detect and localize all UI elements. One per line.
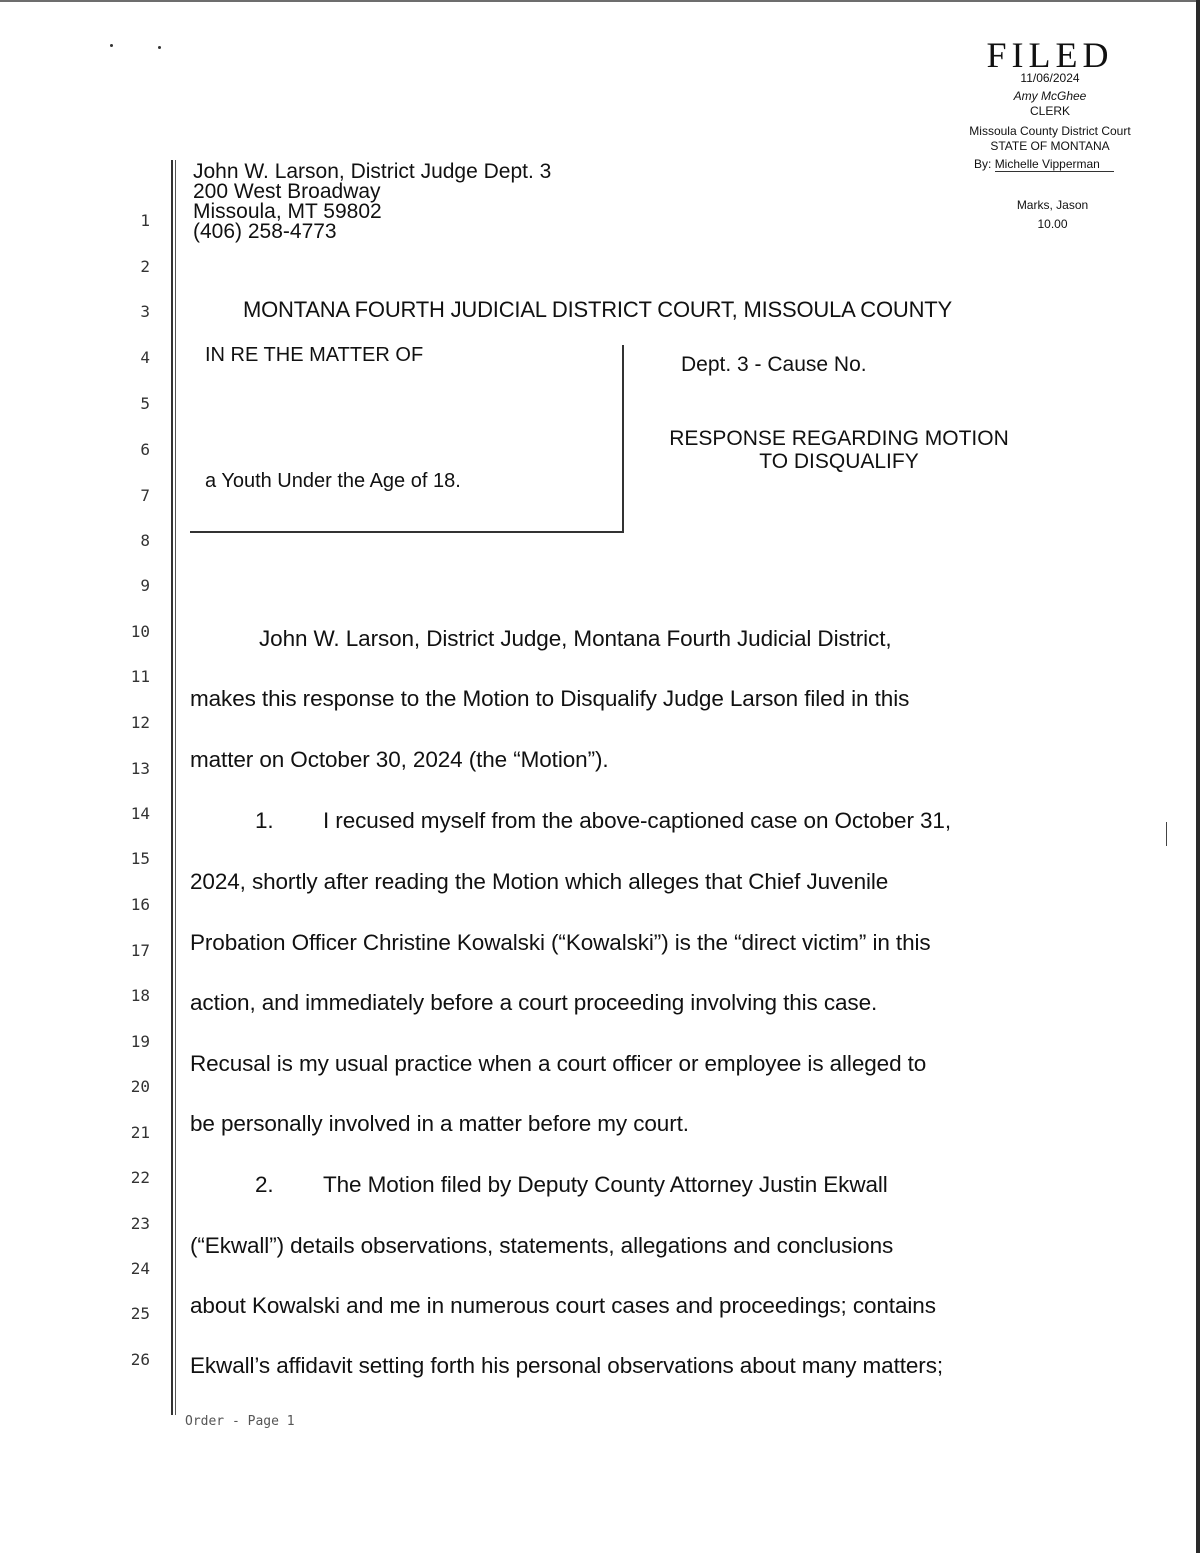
line-number: 21 [130,1123,150,1142]
line-number: 2 [140,257,150,276]
line-number: 23 [130,1214,150,1233]
body-line: makes this response to the Motion to Disqualify Judge Larson filed in this [190,686,910,711]
line-number: 9 [140,576,150,595]
court-title: MONTANA FOURTH JUDICIAL DISTRICT COURT, MISSOULA COUNTY [243,297,952,322]
caption-divider-vertical [622,345,624,533]
caption-divider-horizontal [190,531,624,533]
left-margin-rule-inner [175,160,176,1415]
body-line: Probation Officer Christine Kowalski (“Kowalski”) is the “direct victim” in this [190,930,931,955]
body-line: (“Ekwall”) details observations, statements, allegations and conclusions [190,1233,894,1258]
judge-name: John W. Larson, District Judge Dept. 3 [193,160,552,183]
line-number: 10 [130,622,150,641]
line-number: 6 [140,440,150,459]
stamp-amount: 10.00 [1037,217,1068,231]
line-number: 24 [130,1259,150,1278]
judge-city: Missoula, MT 59802 [193,200,382,223]
body-line: 2024, shortly after reading the Motion which alleges that Chief Juvenile [190,869,889,894]
paragraph-number: 1. [255,808,274,833]
caption-cause-number: Dept. 3 - Cause No. [681,353,867,376]
document-title [630,427,1048,473]
line-number: 16 [130,895,150,914]
paragraph-number: 2. [255,1172,274,1197]
body-line: be personally involved in a matter before my court. [190,1111,689,1136]
line-number: 12 [130,713,150,732]
line-number: 3 [140,302,150,321]
filed-stamp-title: FILED [986,35,1114,75]
scan-right-edge [1196,0,1200,1553]
line-number: 8 [140,531,150,550]
body-line: The Motion filed by Deputy County Attorney Justin Ekwall [323,1172,888,1197]
line-number: 11 [130,667,150,686]
scan-top-edge [0,0,1200,2]
left-margin-rule [171,160,173,1415]
body-line: action, and immediately before a court proceeding involving this case. [190,990,878,1015]
line-number: 19 [130,1032,150,1051]
clerk-name: Amy McGhee [1013,89,1087,103]
line-number: 17 [130,941,150,960]
line-number: 13 [130,759,150,778]
line-number: 20 [130,1077,150,1096]
line-number: 15 [130,849,150,868]
line-number: 18 [130,986,150,1005]
document-title-line-1: RESPONSE REGARDING MOTION [669,427,1009,450]
caption-matter: IN RE THE MATTER OF [205,344,424,366]
body-line: matter on October 30, 2024 (the “Motion”). [190,747,609,772]
scan-speck [110,44,113,47]
page-footer: Order - Page 1 [185,1414,295,1429]
line-number: 7 [140,486,150,505]
caption-youth: a Youth Under the Age of 18. [205,470,461,492]
document-title-line-2: TO DISQUALIFY [759,450,919,473]
stamp-by-row [974,157,1114,171]
body-line: I recused myself from the above-captioned case on October 31, [323,808,951,833]
scan-mark [1166,822,1167,846]
judge-phone: (406) 258-4773 [193,220,337,243]
line-number: 26 [130,1350,150,1369]
clerk-title: CLERK [1029,104,1070,118]
judge-address-block [193,162,551,242]
line-number: 5 [140,394,150,413]
judge-street: 200 West Broadway [193,180,381,203]
line-number: 25 [130,1304,150,1323]
line-number: 22 [130,1168,150,1187]
body-line: Ekwall’s affidavit setting forth his personal observations about many matters; [190,1353,944,1378]
scan-speck [158,46,161,49]
line-number: 1 [140,211,150,230]
stamp-by-name: Michelle Vipperman [995,157,1114,172]
stamp-by-label: By: [974,157,992,171]
body-line: John W. Larson, District Judge, Montana Fourth Judicial District, [259,626,892,651]
stamp-court: Missoula County District Court [969,124,1131,138]
stamp-case-person: Marks, Jason [1016,198,1089,212]
filed-date: 11/06/2024 [1020,71,1080,85]
body-line: Recusal is my usual practice when a court officer or employee is alleged to [190,1051,927,1076]
body-line: about Kowalski and me in numerous court cases and proceedings; contains [190,1293,936,1318]
line-number: 4 [140,348,150,367]
line-number: 14 [130,804,150,823]
stamp-state: STATE OF MONTANA [990,139,1110,153]
